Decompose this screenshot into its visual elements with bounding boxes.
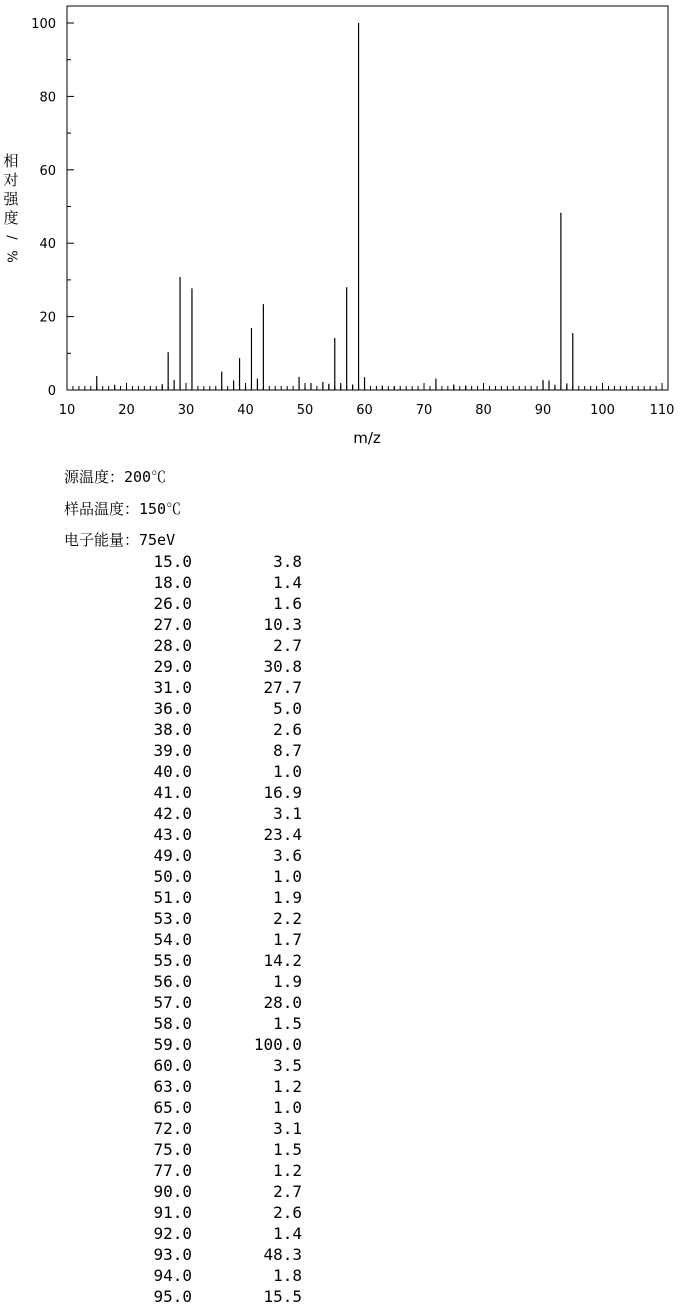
mz-value: 27.0 <box>153 615 192 634</box>
y-axis-label-char: 对 <box>3 171 19 189</box>
y-tick-label: 40 <box>39 237 56 253</box>
intensity-value: 1.2 <box>273 1161 302 1180</box>
table-row <box>148 740 308 761</box>
mz-value: 55.0 <box>153 951 192 970</box>
mz-value: 91.0 <box>153 1203 192 1222</box>
table-row <box>148 551 308 572</box>
mz-value: 38.0 <box>153 720 192 739</box>
intensity-value: 1.0 <box>273 867 302 886</box>
x-tick-label: 10 <box>58 403 76 418</box>
mz-value: 49.0 <box>153 846 192 865</box>
intensity-value: 48.3 <box>263 1245 302 1264</box>
intensity-value: 3.5 <box>273 1056 302 1075</box>
mz-value: 72.0 <box>153 1119 192 1138</box>
intensity-value: 5.0 <box>273 699 302 718</box>
y-axis-label-char: 相 <box>3 152 19 170</box>
intensity-value: 2.7 <box>273 636 302 655</box>
intensity-value: 1.7 <box>273 930 302 949</box>
intensity-value: 2.6 <box>273 1203 302 1222</box>
intensity-value: 3.8 <box>273 552 302 571</box>
mz-value: 53.0 <box>153 909 192 928</box>
mz-value: 90.0 <box>153 1182 192 1201</box>
spectrum-peaks <box>97 23 573 390</box>
y-axis-label-char: 强 <box>3 190 19 208</box>
y-tick-label: 20 <box>39 310 56 326</box>
intensity-value: 3.6 <box>273 846 302 865</box>
mz-value: 28.0 <box>153 636 192 655</box>
intensity-value: 1.0 <box>273 1098 302 1117</box>
table-row <box>148 614 308 635</box>
table-row <box>148 1139 308 1160</box>
table-row <box>148 1181 308 1202</box>
intensity-value: 2.6 <box>273 720 302 739</box>
sample-temperature: 样品温度：150℃ <box>64 500 182 518</box>
mass-spectrum-chart <box>0 0 680 450</box>
mz-value: 51.0 <box>153 888 192 907</box>
table-row <box>148 698 308 719</box>
table-row <box>148 635 308 656</box>
intensity-value: 100.0 <box>253 1035 302 1054</box>
table-row <box>148 1055 308 1076</box>
intensity-value: 3.1 <box>273 804 302 823</box>
table-row <box>148 593 308 614</box>
x-tick-label: 110 <box>649 403 675 418</box>
table-row <box>148 1223 308 1244</box>
mz-value: 42.0 <box>153 804 192 823</box>
table-row <box>148 866 308 887</box>
table-row <box>148 1097 308 1118</box>
y-axis-label <box>2 152 20 266</box>
y-axis-label-char: / <box>3 235 19 240</box>
table-row <box>148 845 308 866</box>
x-tick-label: 70 <box>415 403 433 418</box>
table-row <box>148 782 308 803</box>
table-row <box>148 677 308 698</box>
mz-value: 31.0 <box>153 678 192 697</box>
intensity-value: 1.4 <box>273 573 302 592</box>
intensity-value: 1.0 <box>273 762 302 781</box>
table-row <box>148 908 308 929</box>
mz-value: 39.0 <box>153 741 192 760</box>
intensity-value: 1.4 <box>273 1224 302 1243</box>
table-row <box>148 887 308 908</box>
table-row <box>148 824 308 845</box>
intensity-value: 1.8 <box>273 1266 302 1285</box>
mz-value: 57.0 <box>153 993 192 1012</box>
x-tick-label: 100 <box>590 403 615 418</box>
intensity-value: 27.7 <box>263 678 302 697</box>
peak-table <box>148 551 308 1307</box>
intensity-value: 1.2 <box>273 1077 302 1096</box>
mz-value: 75.0 <box>153 1140 192 1159</box>
intensity-value: 1.5 <box>273 1140 302 1159</box>
intensity-value: 2.2 <box>273 909 302 928</box>
mz-value: 50.0 <box>153 867 192 886</box>
mz-value: 18.0 <box>153 573 192 592</box>
mz-value: 41.0 <box>153 783 192 802</box>
mz-value: 54.0 <box>153 930 192 949</box>
table-row <box>148 1160 308 1181</box>
table-row <box>148 971 308 992</box>
intensity-value: 3.1 <box>273 1119 302 1138</box>
y-tick-label: 80 <box>39 90 56 106</box>
x-tick-label: 50 <box>296 403 314 418</box>
table-row <box>148 1118 308 1139</box>
mz-value: 56.0 <box>153 972 192 991</box>
intensity-value: 14.2 <box>263 951 302 970</box>
table-row <box>148 572 308 593</box>
source-temperature: 源温度：200℃ <box>64 468 167 486</box>
mz-value: 36.0 <box>153 699 192 718</box>
table-row <box>148 1013 308 1034</box>
table-row <box>148 1034 308 1055</box>
mz-value: 63.0 <box>153 1077 192 1096</box>
intensity-value: 1.9 <box>273 972 302 991</box>
mz-value: 29.0 <box>153 657 192 676</box>
intensity-value: 23.4 <box>263 825 302 844</box>
plot-frame <box>67 6 668 390</box>
mz-value: 77.0 <box>153 1161 192 1180</box>
x-axis-label: m/z <box>353 429 381 447</box>
intensity-value: 1.9 <box>273 888 302 907</box>
mz-value: 15.0 <box>153 552 192 571</box>
intensity-value: 2.7 <box>273 1182 302 1201</box>
mz-value: 65.0 <box>153 1098 192 1117</box>
mz-value: 59.0 <box>153 1035 192 1054</box>
table-row <box>148 1244 308 1265</box>
y-tick-label: 60 <box>39 163 56 179</box>
table-row <box>148 719 308 740</box>
x-tick-label: 60 <box>356 403 373 418</box>
y-tick-label: 0 <box>47 384 56 399</box>
intensity-value: 16.9 <box>263 783 302 802</box>
mz-value: 94.0 <box>153 1266 192 1285</box>
mz-value: 95.0 <box>153 1287 192 1306</box>
table-row <box>148 992 308 1013</box>
x-tick-label: 80 <box>475 403 492 418</box>
mz-value: 93.0 <box>153 1245 192 1264</box>
x-tick-label: 90 <box>534 403 552 418</box>
mz-value: 92.0 <box>153 1224 192 1243</box>
y-axis-label-char: 度 <box>3 209 19 227</box>
table-row <box>148 1265 308 1286</box>
x-tick-label: 30 <box>177 403 195 418</box>
intensity-value: 30.8 <box>263 657 302 676</box>
y-axis <box>31 17 74 399</box>
table-row <box>148 950 308 971</box>
intensity-value: 1.5 <box>273 1014 302 1033</box>
electron-energy: 电子能量：75eV <box>64 531 176 549</box>
x-axis <box>59 383 675 418</box>
table-row <box>148 1076 308 1097</box>
mz-value: 60.0 <box>153 1056 192 1075</box>
intensity-value: 1.6 <box>273 594 302 613</box>
intensity-value: 10.3 <box>263 615 302 634</box>
table-row <box>148 1202 308 1223</box>
table-row <box>148 929 308 950</box>
x-tick-label: 20 <box>118 403 135 418</box>
y-axis-label-char: % <box>3 250 19 263</box>
intensity-value: 28.0 <box>263 993 302 1012</box>
intensity-value: 8.7 <box>273 741 302 760</box>
mz-value: 43.0 <box>153 825 192 844</box>
y-tick-label: 100 <box>31 17 56 32</box>
x-tick-label: 40 <box>237 403 254 418</box>
mz-value: 58.0 <box>153 1014 192 1033</box>
table-row <box>148 761 308 782</box>
mz-value: 26.0 <box>153 594 192 613</box>
table-row <box>148 803 308 824</box>
table-row <box>148 656 308 677</box>
mz-value: 40.0 <box>153 762 192 781</box>
intensity-value: 15.5 <box>263 1287 302 1306</box>
